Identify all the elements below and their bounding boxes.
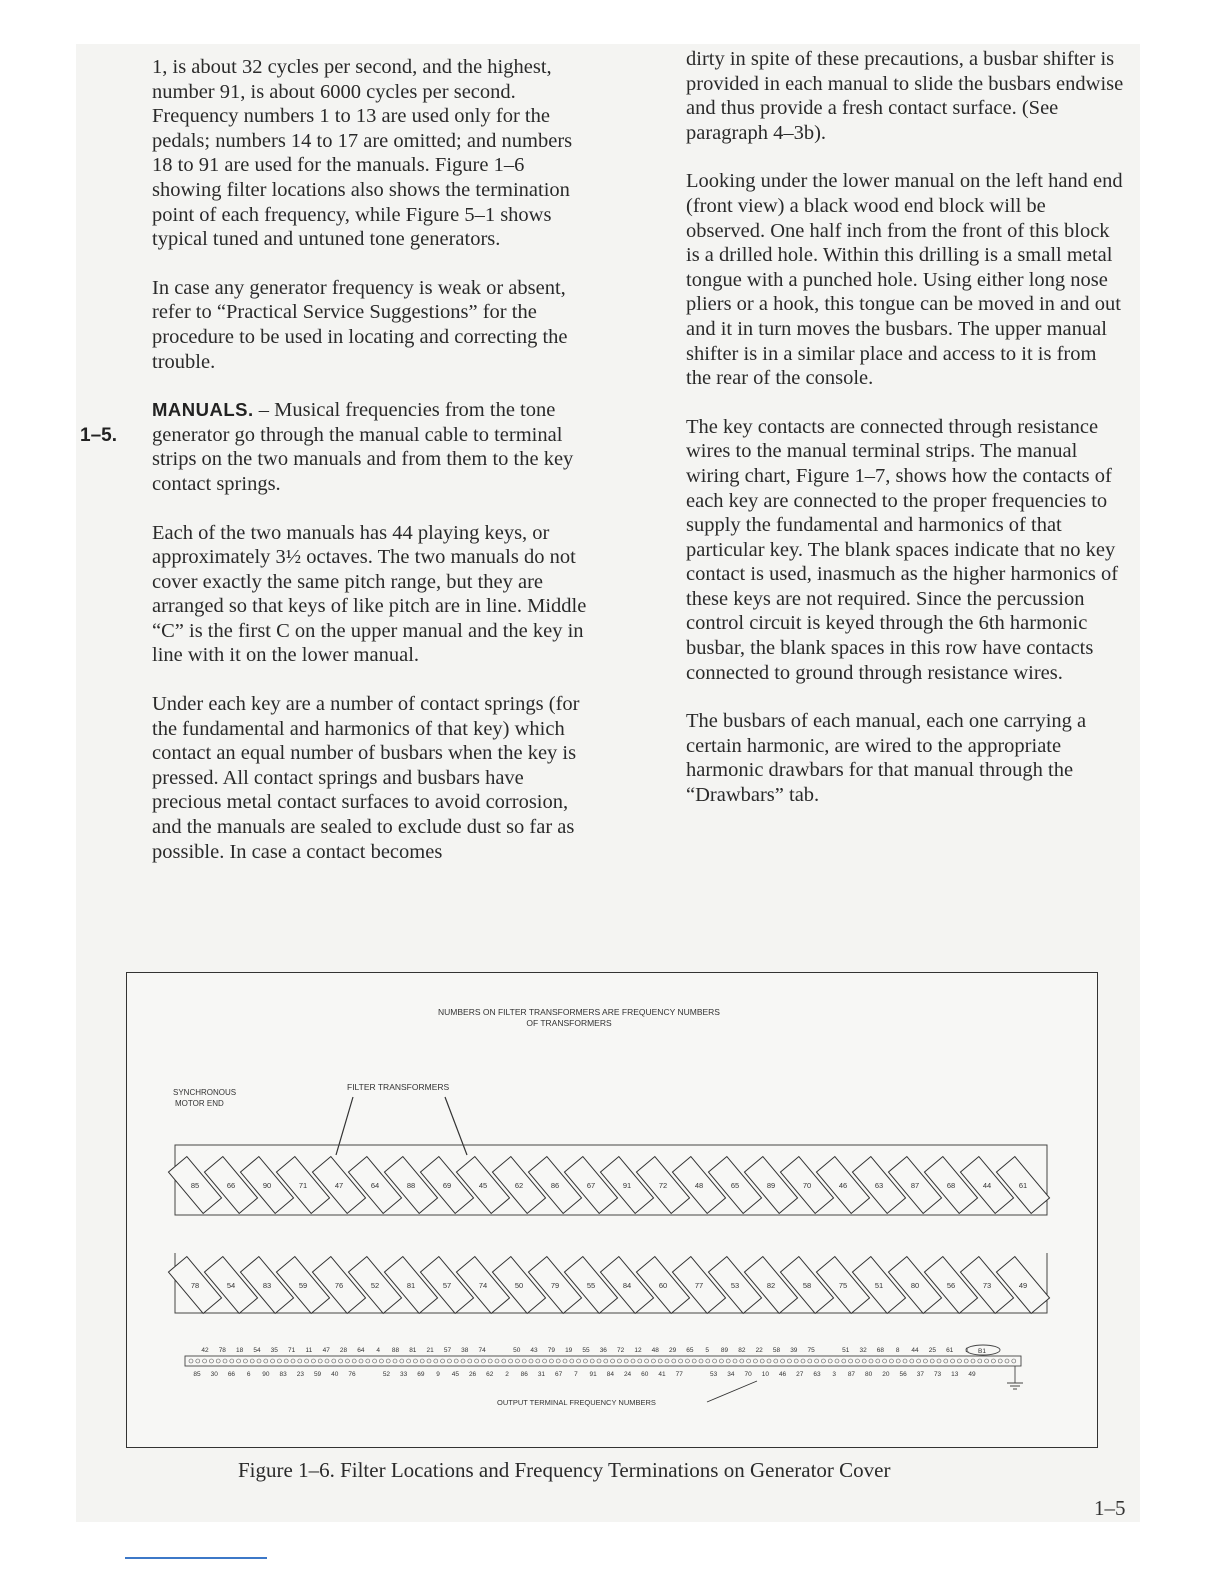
terminal-number: 71 bbox=[287, 1347, 296, 1354]
terminal-number: 27 bbox=[796, 1371, 804, 1378]
terminal-hole bbox=[1012, 1359, 1016, 1363]
terminal-hole bbox=[665, 1359, 669, 1363]
terminal-number: 69 bbox=[417, 1371, 425, 1378]
terminal-hole bbox=[896, 1359, 900, 1363]
transformer-number: 83 bbox=[262, 1281, 272, 1290]
terminal-hole bbox=[835, 1359, 839, 1363]
transformer-number: 84 bbox=[622, 1281, 632, 1290]
footer-rule bbox=[125, 1557, 267, 1559]
transformer-number: 77 bbox=[694, 1281, 704, 1290]
terminal-hole bbox=[597, 1359, 601, 1363]
terminal-hole bbox=[842, 1359, 846, 1363]
terminal-number: 48 bbox=[651, 1347, 659, 1354]
transformer-number: 59 bbox=[298, 1281, 308, 1290]
terminal-number: 70 bbox=[744, 1371, 752, 1378]
terminal-number: 88 bbox=[391, 1347, 400, 1354]
terminal-number: 44 bbox=[911, 1347, 919, 1354]
terminal-number: 2 bbox=[505, 1371, 509, 1378]
terminal-number: 74 bbox=[478, 1347, 486, 1354]
transformer-number: 68 bbox=[946, 1181, 956, 1190]
terminal-hole bbox=[481, 1359, 485, 1363]
terminal-hole bbox=[216, 1359, 220, 1363]
terminal-hole bbox=[373, 1359, 377, 1363]
transformer-number: 63 bbox=[874, 1181, 884, 1190]
terminal-hole bbox=[733, 1359, 737, 1363]
terminal-number: 53 bbox=[710, 1371, 718, 1378]
figure-header: NUMBERS ON FILTER TRANSFORMERS ARE FREQUENCY NUMBERS bbox=[438, 1007, 720, 1017]
transformer-number: 58 bbox=[802, 1281, 812, 1290]
terminal-number: 61 bbox=[946, 1347, 954, 1354]
terminal-number: 25 bbox=[928, 1347, 936, 1354]
terminal-hole bbox=[529, 1359, 533, 1363]
terminal-number: 65 bbox=[686, 1347, 694, 1354]
terminal-hole bbox=[767, 1359, 771, 1363]
transformer-number: 85 bbox=[190, 1181, 200, 1190]
terminal-hole bbox=[883, 1359, 887, 1363]
terminal-hole bbox=[556, 1359, 560, 1363]
terminal-number: 32 bbox=[859, 1347, 867, 1354]
terminal-hole bbox=[638, 1359, 642, 1363]
terminal-hole bbox=[311, 1359, 315, 1363]
terminal-hole bbox=[862, 1359, 866, 1363]
terminal-number: 23 bbox=[296, 1371, 304, 1378]
terminal-hole bbox=[645, 1359, 649, 1363]
terminal-number: 68 bbox=[876, 1347, 885, 1354]
transformer-number: 50 bbox=[514, 1281, 524, 1290]
terminal-hole bbox=[726, 1359, 730, 1363]
transformer-number: 80 bbox=[910, 1281, 920, 1290]
filter-row-bottom bbox=[168, 1257, 1049, 1314]
terminal-hole bbox=[257, 1359, 261, 1363]
terminal-number: 76 bbox=[348, 1371, 356, 1378]
transformer-number: 49 bbox=[1018, 1281, 1028, 1290]
terminal-hole bbox=[774, 1359, 778, 1363]
terminal-number: 81 bbox=[409, 1347, 417, 1354]
terminal-number: 62 bbox=[486, 1371, 494, 1378]
terminal-hole bbox=[971, 1359, 975, 1363]
terminal-number: 6 bbox=[246, 1371, 251, 1378]
terminal-hole bbox=[944, 1359, 948, 1363]
terminal-hole bbox=[706, 1359, 710, 1363]
terminal-number: 79 bbox=[547, 1347, 555, 1354]
generator-cover-diagram bbox=[127, 973, 1097, 1447]
terminal-number: 45 bbox=[451, 1371, 459, 1378]
page-number: 1–5 bbox=[1094, 1496, 1126, 1520]
terminal-hole bbox=[325, 1359, 329, 1363]
transformer-number: 56 bbox=[946, 1281, 956, 1290]
terminal-number: 13 bbox=[951, 1371, 959, 1378]
terminal-number: 20 bbox=[882, 1371, 890, 1378]
terminal-hole bbox=[876, 1359, 880, 1363]
terminal-hole bbox=[359, 1359, 363, 1363]
terminal-number: 22 bbox=[755, 1347, 763, 1354]
terminal-hole bbox=[679, 1359, 683, 1363]
terminal-hole bbox=[923, 1359, 927, 1363]
leader-line bbox=[445, 1097, 467, 1155]
terminal-hole bbox=[828, 1359, 832, 1363]
terminal-hole bbox=[903, 1359, 907, 1363]
terminal-hole bbox=[794, 1359, 798, 1363]
paragraph: The busbars of each manual, each one carrying a certain harmonic, are wired to the appropriate harmonic drawbars for that manual through the “Drawbars” tab. bbox=[686, 710, 1087, 807]
terminal-numbers-top bbox=[201, 1347, 969, 1354]
terminal-number: 30 bbox=[210, 1371, 218, 1378]
terminal-hole bbox=[243, 1359, 247, 1363]
paragraph: In case any generator frequency is weak or absent, refer to “Practical Service Suggestions” for the procedure to be used in locating and correcting the trouble. bbox=[152, 276, 568, 373]
terminal-hole bbox=[502, 1359, 506, 1363]
terminal-number: 39 bbox=[790, 1347, 798, 1354]
terminal-number: 87 bbox=[847, 1371, 856, 1378]
transformer-number: 53 bbox=[730, 1281, 740, 1290]
terminal-number: 46 bbox=[778, 1371, 787, 1378]
terminal-hole bbox=[937, 1359, 941, 1363]
transformer-number: 62 bbox=[514, 1181, 524, 1190]
terminal-number: 85 bbox=[193, 1371, 201, 1378]
terminal-hole bbox=[305, 1359, 309, 1363]
terminal-number: 42 bbox=[201, 1347, 209, 1354]
transformer-number: 74 bbox=[478, 1281, 488, 1290]
terminal-hole bbox=[488, 1359, 492, 1363]
terminal-hole bbox=[379, 1359, 383, 1363]
terminal-number: 50 bbox=[513, 1347, 521, 1354]
output-terminal-label: OUTPUT TERMINAL FREQUENCY NUMBERS bbox=[497, 1398, 656, 1407]
transformer-number: 47 bbox=[334, 1181, 344, 1190]
terminal-hole bbox=[957, 1359, 961, 1363]
paragraph: Each of the two manuals has 44 playing keys, or approximately 3½ octaves. The two manuals do not cover exactly the same pitch range, but they are arranged so that keys of like pitch are in line. Middle “C” is the first C on the upper manual and the key in line with it on the lower manual. bbox=[152, 521, 587, 667]
terminal-hole bbox=[196, 1359, 200, 1363]
terminal-hole bbox=[189, 1359, 193, 1363]
terminal-number: 12 bbox=[634, 1347, 642, 1354]
terminal-hole bbox=[393, 1359, 397, 1363]
end-terminal-label: B1 bbox=[978, 1348, 986, 1355]
terminal-hole bbox=[441, 1359, 445, 1363]
terminal-number: 84 bbox=[606, 1371, 614, 1378]
terminal-hole bbox=[434, 1359, 438, 1363]
terminal-hole bbox=[991, 1359, 995, 1363]
terminal-number: 75 bbox=[807, 1347, 815, 1354]
terminal-hole bbox=[985, 1359, 989, 1363]
terminal-number: 41 bbox=[658, 1371, 666, 1378]
terminal-hole bbox=[978, 1359, 982, 1363]
left-column bbox=[152, 55, 597, 888]
terminal-hole bbox=[781, 1359, 785, 1363]
transformer-number: 87 bbox=[910, 1181, 920, 1190]
terminal-hole bbox=[284, 1359, 288, 1363]
terminal-number: 51 bbox=[842, 1347, 850, 1354]
terminal-hole bbox=[787, 1359, 791, 1363]
terminal-number: 47 bbox=[322, 1347, 330, 1354]
terminal-number: 89 bbox=[720, 1347, 729, 1354]
leader-line bbox=[707, 1381, 757, 1402]
section-paragraph bbox=[152, 398, 597, 496]
terminal-hole bbox=[617, 1359, 621, 1363]
terminal-hole bbox=[930, 1359, 934, 1363]
terminal-number: 3 bbox=[832, 1371, 837, 1378]
terminal-number: 36 bbox=[599, 1347, 607, 1354]
terminal-hole bbox=[475, 1359, 479, 1363]
terminal-number: 24 bbox=[623, 1371, 632, 1378]
terminal-hole bbox=[264, 1359, 268, 1363]
terminal-hole bbox=[699, 1359, 703, 1363]
terminal-number: 35 bbox=[270, 1347, 278, 1354]
right-column bbox=[686, 47, 1126, 832]
transformer-number: 44 bbox=[982, 1181, 992, 1190]
terminal-hole bbox=[815, 1359, 819, 1363]
terminal-hole bbox=[740, 1359, 744, 1363]
terminal-number: 60 bbox=[641, 1371, 649, 1378]
terminal-number: 73 bbox=[933, 1371, 942, 1378]
transformer-number: 78 bbox=[190, 1281, 200, 1290]
terminal-hole bbox=[515, 1359, 519, 1363]
transformer-number: 61 bbox=[1018, 1181, 1028, 1190]
terminal-number: 91 bbox=[589, 1371, 597, 1378]
transformer-number: 75 bbox=[838, 1281, 848, 1290]
terminal-number: 9 bbox=[436, 1371, 440, 1378]
terminal-hole bbox=[230, 1359, 234, 1363]
terminal-hole bbox=[889, 1359, 893, 1363]
transformer-number: 55 bbox=[586, 1281, 596, 1290]
transformer-number: 70 bbox=[802, 1181, 812, 1190]
terminal-hole bbox=[237, 1359, 241, 1363]
paragraph: Looking under the lower manual on the left hand end (front view) a black wood end block will be observed. One half inch from the front of this block is a drilled hole. Within this drilling is a small metal tongue with a punched hole. Using either long nose pliers or a hook, this tongue can be moved in and out and it in turn moves the busbars. The upper manual shifter is in a similar place and access to it is from the rear of the console. bbox=[686, 170, 1123, 390]
terminal-hole bbox=[747, 1359, 751, 1363]
terminal-number: 86 bbox=[520, 1371, 528, 1378]
terminal-hole bbox=[849, 1359, 853, 1363]
terminal-number: 43 bbox=[530, 1347, 538, 1354]
terminal-number: 83 bbox=[279, 1371, 287, 1378]
transformer-number: 64 bbox=[370, 1181, 380, 1190]
transformer-number: 66 bbox=[226, 1181, 236, 1190]
section-title: MANUALS. bbox=[152, 399, 254, 421]
terminal-hole bbox=[332, 1359, 336, 1363]
leader-line bbox=[336, 1097, 353, 1155]
terminal-number: 52 bbox=[382, 1371, 391, 1378]
terminal-number: 38 bbox=[461, 1347, 469, 1354]
terminal-hole bbox=[719, 1359, 723, 1363]
terminal-hole bbox=[563, 1359, 567, 1363]
terminal-hole bbox=[400, 1359, 404, 1363]
terminal-hole bbox=[604, 1359, 608, 1363]
terminal-number: 18 bbox=[236, 1347, 244, 1354]
terminal-hole bbox=[713, 1359, 717, 1363]
transformer-number: 79 bbox=[550, 1281, 560, 1290]
terminal-hole bbox=[209, 1359, 213, 1363]
terminal-hole bbox=[461, 1359, 465, 1363]
terminal-hole bbox=[495, 1359, 499, 1363]
transformer-number: 82 bbox=[766, 1281, 776, 1290]
motor-end-label: MOTOR END bbox=[175, 1099, 224, 1108]
terminal-hole bbox=[536, 1359, 540, 1363]
terminal-hole bbox=[692, 1359, 696, 1363]
terminal-hole bbox=[413, 1359, 417, 1363]
terminal-hole bbox=[339, 1359, 343, 1363]
terminal-hole bbox=[624, 1359, 628, 1363]
terminal-hole bbox=[658, 1359, 662, 1363]
terminal-hole bbox=[672, 1359, 676, 1363]
terminal-number: 57 bbox=[443, 1347, 452, 1354]
transformer-number: 90 bbox=[262, 1181, 272, 1190]
motor-end-label: SYNCHRONOUS bbox=[173, 1088, 237, 1097]
transformer-number: 88 bbox=[406, 1181, 416, 1190]
figure-diagram bbox=[126, 972, 1098, 1448]
terminal-number: 59 bbox=[313, 1371, 322, 1378]
terminal-number: 82 bbox=[738, 1347, 746, 1354]
terminal-number: 10 bbox=[761, 1371, 769, 1378]
terminal-hole bbox=[869, 1359, 873, 1363]
terminal-hole bbox=[855, 1359, 859, 1363]
terminal-number: 19 bbox=[565, 1347, 573, 1354]
terminal-hole bbox=[549, 1359, 553, 1363]
transformer-number: 72 bbox=[658, 1181, 668, 1190]
paragraph: Under each key are a number of contact springs (for the fundamental and harmonics of that key) which contact an equal number of busbars when the key is pressed. All contact springs and busbars have precious metal contact surfaces to avoid corrosion, and the manuals are sealed to exclude dust so far as possible. In case a contact becomes bbox=[152, 693, 580, 863]
terminal-hole bbox=[753, 1359, 757, 1363]
section-number: 1–5. bbox=[80, 425, 117, 446]
terminal-hole bbox=[366, 1359, 370, 1363]
terminal-hole bbox=[651, 1359, 655, 1363]
terminal-hole bbox=[570, 1359, 574, 1363]
terminal-number: 34 bbox=[727, 1371, 735, 1378]
terminal-hole bbox=[590, 1359, 594, 1363]
terminal-hole bbox=[291, 1359, 295, 1363]
terminal-number: 55 bbox=[582, 1347, 590, 1354]
terminal-hole bbox=[1005, 1359, 1009, 1363]
transformer-number: 86 bbox=[550, 1181, 560, 1190]
terminal-hole bbox=[808, 1359, 812, 1363]
terminal-number: 4 bbox=[376, 1347, 380, 1354]
transformer-number: 51 bbox=[874, 1281, 884, 1290]
terminal-number: 56 bbox=[899, 1371, 907, 1378]
terminal-number: 77 bbox=[675, 1371, 683, 1378]
terminal-hole bbox=[427, 1359, 431, 1363]
transformer-number: 65 bbox=[730, 1181, 740, 1190]
terminal-hole bbox=[454, 1359, 458, 1363]
transformer-number: 81 bbox=[406, 1281, 416, 1290]
terminal-number: 54 bbox=[253, 1347, 261, 1354]
terminal-hole bbox=[951, 1359, 955, 1363]
terminal-hole bbox=[250, 1359, 254, 1363]
terminal-hole bbox=[468, 1359, 472, 1363]
section-text: – Musical frequencies from the tone generator go through the manual cable to terminal strips on the two manuals and from them to the key contact springs. bbox=[152, 399, 574, 495]
transformer-number: 48 bbox=[694, 1181, 704, 1190]
transformer-number: 76 bbox=[334, 1281, 344, 1290]
transformer-number: 73 bbox=[982, 1281, 992, 1290]
terminal-hole bbox=[611, 1359, 615, 1363]
terminal-hole bbox=[543, 1359, 547, 1363]
transformer-number: 89 bbox=[766, 1181, 776, 1190]
terminal-number: 67 bbox=[555, 1371, 563, 1378]
terminal-holes bbox=[189, 1359, 1016, 1363]
terminal-hole bbox=[352, 1359, 356, 1363]
terminal-hole bbox=[522, 1359, 526, 1363]
terminal-number: 72 bbox=[617, 1347, 625, 1354]
filter-transformers-label: FILTER TRANSFORMERS bbox=[347, 1082, 450, 1092]
terminal-number: 40 bbox=[331, 1371, 339, 1378]
figure-header: OF TRANSFORMERS bbox=[526, 1018, 612, 1028]
terminal-number: 28 bbox=[339, 1347, 348, 1354]
paragraph: The key contacts are connected through resistance wires to the manual terminal strips. The manual wiring chart, Figure 1–7, shows how the contacts of each key are connected to the proper frequencies to supply the fundamental and harmonics of that particular key. The blank spaces indicate that no key contact is used, inasmuch as the higher harmonics of these keys are not required. Since the percussion control circuit is keyed through the 6th harmonic busbar, the blank spaces in this row have contacts connected to ground through resistance wires. bbox=[686, 415, 1119, 684]
terminal-number: 80 bbox=[865, 1371, 873, 1378]
terminal-number: 63 bbox=[813, 1371, 821, 1378]
terminal-hole bbox=[917, 1359, 921, 1363]
terminal-number: 33 bbox=[400, 1371, 408, 1378]
terminal-hole bbox=[631, 1359, 635, 1363]
terminal-hole bbox=[420, 1359, 424, 1363]
terminal-numbers-bottom bbox=[193, 1371, 976, 1378]
terminal-number: 5 bbox=[705, 1347, 710, 1354]
terminal-number: 78 bbox=[218, 1347, 226, 1354]
terminal-number: 37 bbox=[916, 1371, 924, 1378]
terminal-hole bbox=[760, 1359, 764, 1363]
terminal-number: 26 bbox=[468, 1371, 477, 1378]
transformer-number: 57 bbox=[442, 1281, 452, 1290]
terminal-number: 90 bbox=[262, 1371, 270, 1378]
transformer-number: 69 bbox=[442, 1181, 452, 1190]
filter-row-top bbox=[168, 1157, 1049, 1214]
transformer-number: 46 bbox=[838, 1181, 848, 1190]
terminal-number: 31 bbox=[537, 1371, 546, 1378]
terminal-number: 11 bbox=[305, 1347, 313, 1354]
terminal-hole bbox=[509, 1359, 513, 1363]
figure-caption: Figure 1–6. Filter Locations and Frequency Terminations on Generator Cover bbox=[238, 1458, 891, 1482]
terminal-number: 29 bbox=[668, 1347, 677, 1354]
transformer-number: 71 bbox=[298, 1181, 308, 1190]
terminal-hole bbox=[277, 1359, 281, 1363]
terminal-strip bbox=[185, 1356, 1021, 1366]
terminal-hole bbox=[318, 1359, 322, 1363]
transformer-number: 52 bbox=[370, 1281, 380, 1290]
terminal-hole bbox=[821, 1359, 825, 1363]
terminal-hole bbox=[685, 1359, 689, 1363]
terminal-hole bbox=[998, 1359, 1002, 1363]
terminal-hole bbox=[271, 1359, 275, 1363]
terminal-hole bbox=[345, 1359, 349, 1363]
terminal-hole bbox=[298, 1359, 302, 1363]
terminal-hole bbox=[407, 1359, 411, 1363]
paragraph: dirty in spite of these precautions, a busbar shifter is provided in each manual to slide the busbars endwise and thus provide a fresh contact surface. (See paragraph 4–3b). bbox=[686, 48, 1124, 144]
terminal-hole bbox=[910, 1359, 914, 1363]
terminal-hole bbox=[447, 1359, 451, 1363]
transformer-number: 54 bbox=[226, 1281, 236, 1290]
terminal-hole bbox=[386, 1359, 390, 1363]
transformer-number: 67 bbox=[586, 1181, 596, 1190]
terminal-hole bbox=[801, 1359, 805, 1363]
paragraph: 1, is about 32 cycles per second, and the highest, number 91, is about 6000 cycles per second. Frequency numbers 1 to 13 are used only for the pedals; numbers 14 to 17 are omitted; and numbers 18 to 91 are used for the manuals. Figure 1–6 showing filter locations also shows the termination point of each frequency, while Figure 5–1 shows typical tuned and untuned tone generators. bbox=[152, 56, 573, 251]
terminal-hole bbox=[223, 1359, 227, 1363]
terminal-number: 66 bbox=[227, 1371, 236, 1378]
terminal-hole bbox=[583, 1359, 587, 1363]
terminal-number: 1 bbox=[965, 1347, 969, 1354]
transformer-number: 60 bbox=[658, 1281, 668, 1290]
terminal-number: 7 bbox=[574, 1371, 578, 1378]
terminal-number: 49 bbox=[968, 1371, 976, 1378]
terminal-number: 58 bbox=[772, 1347, 781, 1354]
transformer-number: 91 bbox=[622, 1181, 632, 1190]
terminal-hole bbox=[964, 1359, 968, 1363]
transformer-number: 45 bbox=[478, 1181, 488, 1190]
terminal-hole bbox=[577, 1359, 581, 1363]
terminal-number: 21 bbox=[426, 1347, 434, 1354]
terminal-number: 8 bbox=[895, 1347, 900, 1354]
terminal-hole bbox=[203, 1359, 207, 1363]
terminal-number: 64 bbox=[357, 1347, 365, 1354]
